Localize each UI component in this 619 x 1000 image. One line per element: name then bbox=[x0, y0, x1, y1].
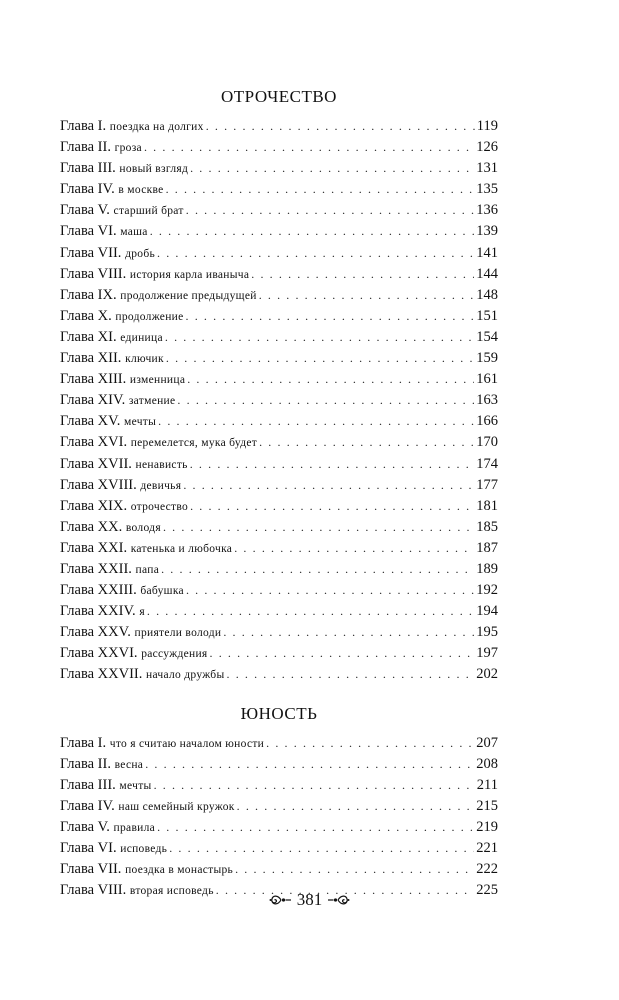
chapter-title: продолжение предыдущей bbox=[120, 289, 257, 302]
chapter-number: Глава V. bbox=[60, 202, 110, 219]
fleuron-icon-right bbox=[326, 893, 350, 907]
chapter-title: старший брат bbox=[113, 205, 184, 218]
chapter-number: Глава I. bbox=[60, 734, 107, 751]
toc-entry bbox=[60, 456, 498, 477]
chapter-label bbox=[60, 223, 148, 240]
dot-leader bbox=[259, 288, 475, 303]
chapter-page-number: 187 bbox=[476, 539, 498, 556]
chapter-label bbox=[60, 624, 221, 641]
chapter-title: папа bbox=[135, 563, 160, 576]
chapter-page-number: 151 bbox=[476, 307, 498, 324]
dot-leader bbox=[190, 457, 475, 472]
chapter-label bbox=[60, 371, 185, 388]
dot-leader bbox=[177, 393, 474, 408]
chapter-page-number: 159 bbox=[476, 350, 498, 367]
dot-leader bbox=[166, 182, 475, 197]
dot-leader bbox=[158, 414, 474, 429]
dot-leader bbox=[144, 140, 474, 155]
chapter-page-number: 136 bbox=[476, 202, 498, 219]
chapter-label bbox=[60, 245, 155, 262]
chapter-number: Глава III. bbox=[60, 776, 116, 793]
chapter-title: дробь bbox=[125, 247, 156, 260]
chapter-page-number: 119 bbox=[476, 118, 498, 134]
chapter-number: Глава VI. bbox=[60, 223, 117, 240]
chapter-title: отрочество bbox=[130, 500, 189, 513]
chapter-label bbox=[60, 540, 232, 557]
chapter-label bbox=[60, 350, 164, 367]
section-title-otrochestvo: ОТРОЧЕСТВО bbox=[221, 87, 337, 106]
toc-entry bbox=[60, 329, 498, 350]
chapter-number: Глава IV. bbox=[60, 181, 115, 198]
section-title-yunost: ЮНОСТЬ bbox=[240, 703, 318, 723]
chapter-page-number: 177 bbox=[476, 476, 498, 493]
chapter-label bbox=[60, 735, 264, 752]
dot-leader bbox=[259, 435, 474, 450]
chapter-page-number: 181 bbox=[476, 497, 498, 514]
chapter-page-number: 139 bbox=[476, 223, 498, 240]
chapter-label bbox=[60, 645, 208, 662]
dot-leader bbox=[223, 625, 474, 640]
toc-entry bbox=[60, 266, 498, 287]
chapter-number: Глава VIII. bbox=[60, 265, 127, 282]
chapter-page-number: 166 bbox=[476, 413, 498, 430]
chapter-page-number: 174 bbox=[476, 455, 498, 472]
chapter-number: Глава XV. bbox=[60, 413, 121, 430]
dot-leader bbox=[186, 309, 475, 324]
chapter-title: новый взгляд bbox=[119, 163, 189, 176]
dot-leader bbox=[161, 562, 474, 577]
chapter-label bbox=[60, 561, 159, 578]
toc-entry bbox=[60, 540, 498, 561]
chapter-page-number: 135 bbox=[476, 181, 498, 198]
toc-entry bbox=[60, 840, 498, 861]
dot-leader bbox=[206, 119, 475, 134]
toc-entry bbox=[60, 624, 498, 645]
dot-leader bbox=[154, 778, 475, 793]
dot-leader bbox=[266, 736, 474, 751]
dot-leader bbox=[169, 841, 474, 856]
chapter-number: Глава II. bbox=[60, 755, 111, 772]
toc-list-yunost bbox=[60, 735, 498, 904]
chapter-title: маша bbox=[120, 226, 148, 239]
chapter-title: володя bbox=[125, 521, 161, 534]
chapter-title: вторая исповедь bbox=[129, 885, 214, 898]
toc-entry bbox=[60, 118, 498, 139]
chapter-label bbox=[60, 160, 188, 177]
chapter-page-number: 195 bbox=[476, 624, 498, 641]
chapter-page-number: 170 bbox=[476, 434, 498, 451]
fleuron-icon-left bbox=[269, 893, 293, 907]
chapter-title: затмение bbox=[128, 395, 176, 408]
dot-leader bbox=[166, 351, 474, 366]
toc-entry bbox=[60, 735, 498, 756]
chapter-page-number: 219 bbox=[476, 818, 498, 835]
chapter-title: начало дружбы bbox=[146, 669, 225, 682]
chapter-number: Глава XXIII. bbox=[60, 582, 137, 599]
chapter-title: правила bbox=[113, 821, 156, 834]
chapter-title: единица bbox=[120, 331, 163, 344]
toc-entry bbox=[60, 561, 498, 582]
toc-entry bbox=[60, 819, 498, 840]
chapter-title: мечты bbox=[119, 779, 152, 792]
chapter-label bbox=[60, 139, 142, 156]
chapter-page-number: 197 bbox=[476, 645, 498, 662]
toc-entry bbox=[60, 756, 498, 777]
dot-leader bbox=[150, 224, 475, 239]
chapter-title: в москве bbox=[118, 184, 164, 197]
chapter-label bbox=[60, 413, 156, 430]
chapter-label bbox=[60, 756, 143, 773]
chapter-page-number: 215 bbox=[476, 797, 498, 814]
chapter-number: Глава XXV. bbox=[60, 624, 131, 641]
toc-entry bbox=[60, 139, 498, 160]
chapter-number: Глава XXVII. bbox=[60, 666, 143, 683]
dot-leader bbox=[183, 478, 474, 493]
chapter-page-number: 222 bbox=[476, 861, 498, 878]
chapter-number: Глава XIII. bbox=[60, 371, 127, 388]
chapter-title: мечты bbox=[124, 416, 157, 429]
toc-entry bbox=[60, 413, 498, 434]
chapter-page-number: 225 bbox=[476, 882, 498, 899]
chapter-label bbox=[60, 666, 225, 683]
chapter-number: Глава III. bbox=[60, 160, 116, 177]
chapter-number: Глава IX. bbox=[60, 286, 117, 303]
toc-entry bbox=[60, 434, 498, 455]
toc-list-otrochestvo bbox=[60, 118, 498, 688]
chapter-number: Глава I. bbox=[60, 118, 107, 134]
chapter-page-number: 221 bbox=[476, 840, 498, 856]
chapter-label bbox=[60, 603, 145, 620]
chapter-label bbox=[60, 798, 235, 815]
chapter-label bbox=[60, 456, 188, 473]
chapter-label bbox=[60, 266, 249, 283]
chapter-label bbox=[60, 582, 184, 599]
chapter-page-number: 202 bbox=[476, 666, 498, 683]
chapter-number: Глава XXVI. bbox=[60, 645, 138, 662]
toc-entry bbox=[60, 498, 498, 519]
dot-leader bbox=[190, 499, 474, 514]
dot-leader bbox=[210, 646, 475, 661]
chapter-page-number: 126 bbox=[476, 139, 498, 156]
dot-leader bbox=[235, 862, 474, 877]
dot-leader bbox=[145, 757, 474, 772]
dot-leader bbox=[237, 799, 475, 814]
dot-leader bbox=[187, 372, 474, 387]
toc-entry bbox=[60, 223, 498, 244]
toc-entry bbox=[60, 582, 498, 603]
toc-entry bbox=[60, 798, 498, 819]
chapter-page-number: 144 bbox=[476, 265, 498, 282]
toc-entry bbox=[60, 350, 498, 371]
chapter-title: перемелется, мука будет bbox=[130, 437, 258, 450]
chapter-number: Глава VIII. bbox=[60, 882, 127, 899]
chapter-number: Глава XI. bbox=[60, 328, 117, 345]
dot-leader bbox=[165, 330, 474, 345]
chapter-title: изменница bbox=[129, 374, 186, 387]
chapter-number: Глава XVIII. bbox=[60, 476, 137, 493]
toc-entry bbox=[60, 603, 498, 624]
chapter-title: катенька и любочка bbox=[130, 542, 233, 555]
chapter-number: Глава XX. bbox=[60, 518, 123, 535]
chapter-page-number: 185 bbox=[476, 518, 498, 535]
chapter-number: Глава XXI. bbox=[60, 539, 128, 556]
chapter-number: Глава II. bbox=[60, 139, 111, 156]
chapter-number: Глава XIX. bbox=[60, 497, 128, 514]
chapter-label bbox=[60, 392, 175, 409]
dot-leader bbox=[186, 203, 475, 218]
dot-leader bbox=[163, 520, 474, 535]
chapter-number: Глава V. bbox=[60, 818, 110, 835]
chapter-title: приятели володи bbox=[134, 627, 222, 640]
chapter-label bbox=[60, 498, 188, 515]
chapter-title: ключик bbox=[125, 353, 164, 366]
chapter-title: история карла иваныча bbox=[129, 268, 250, 281]
toc-entry bbox=[60, 666, 498, 687]
dot-leader bbox=[186, 583, 474, 598]
chapter-label bbox=[60, 840, 167, 857]
chapter-page-number: 161 bbox=[476, 371, 498, 388]
chapter-title: продолжение bbox=[115, 310, 184, 323]
chapter-label bbox=[60, 181, 164, 198]
dot-leader bbox=[227, 667, 475, 682]
chapter-title: исповедь bbox=[120, 843, 168, 855]
chapter-label bbox=[60, 777, 152, 794]
chapter-number: Глава VI. bbox=[60, 840, 117, 856]
chapter-label bbox=[60, 519, 161, 536]
chapter-label bbox=[60, 434, 257, 451]
chapter-number: Глава XVI. bbox=[60, 434, 128, 451]
chapter-page-number: 148 bbox=[476, 286, 498, 303]
chapter-label bbox=[60, 287, 257, 304]
chapter-title: поездка в монастырь bbox=[125, 864, 234, 877]
chapter-title: гроза bbox=[114, 142, 142, 155]
dot-leader bbox=[157, 246, 474, 261]
chapter-title: весна bbox=[114, 758, 144, 771]
toc-entry bbox=[60, 160, 498, 181]
chapter-title: что я считаю началом юности bbox=[109, 737, 265, 750]
chapter-label bbox=[60, 329, 163, 346]
chapter-page-number: 207 bbox=[476, 734, 498, 751]
toc-entry bbox=[60, 202, 498, 223]
chapter-number: Глава XIV. bbox=[60, 392, 126, 409]
chapter-label bbox=[60, 308, 184, 325]
chapter-number: Глава VII. bbox=[60, 244, 122, 261]
chapter-number: Глава VII. bbox=[60, 861, 122, 878]
chapter-label bbox=[60, 861, 233, 878]
chapter-label bbox=[60, 477, 181, 494]
chapter-label bbox=[60, 118, 204, 135]
toc-entry bbox=[60, 519, 498, 540]
toc-entry bbox=[60, 181, 498, 202]
chapter-title: девичья bbox=[140, 479, 182, 492]
chapter-number: Глава IV. bbox=[60, 797, 115, 814]
chapter-label bbox=[60, 819, 155, 836]
chapter-page-number: 154 bbox=[476, 328, 498, 345]
toc-entry bbox=[60, 245, 498, 266]
chapter-title: рассуждения bbox=[141, 648, 208, 661]
chapter-number: Глава XVII. bbox=[60, 455, 132, 472]
chapter-page-number: 208 bbox=[476, 755, 498, 772]
chapter-title: ненависть bbox=[135, 458, 188, 471]
chapter-page-number: 141 bbox=[476, 244, 498, 261]
chapter-number: Глава X. bbox=[60, 307, 112, 324]
toc-entry bbox=[60, 392, 498, 413]
dot-leader bbox=[157, 820, 474, 835]
chapter-page-number: 189 bbox=[476, 560, 498, 577]
dot-leader bbox=[234, 541, 474, 556]
toc-entry bbox=[60, 645, 498, 666]
toc-entry bbox=[60, 371, 498, 392]
chapter-title: наш семейный кружок bbox=[118, 800, 235, 813]
chapter-number: Глава XXIV. bbox=[60, 603, 136, 620]
chapter-title: бабушка bbox=[140, 585, 184, 598]
chapter-page-number: 211 bbox=[476, 776, 498, 793]
chapter-page-number: 163 bbox=[476, 392, 498, 409]
chapter-title: я bbox=[139, 606, 145, 619]
toc-entry bbox=[60, 287, 498, 308]
chapter-page-number: 131 bbox=[476, 160, 498, 177]
toc-entry bbox=[60, 477, 498, 498]
page-number: 381 bbox=[296, 890, 323, 909]
chapter-number: Глава XII. bbox=[60, 350, 122, 367]
toc-entry bbox=[60, 308, 498, 329]
dot-leader bbox=[190, 161, 474, 176]
chapter-number: Глава XXII. bbox=[60, 560, 132, 577]
table-of-contents-page bbox=[60, 0, 498, 1000]
chapter-label bbox=[60, 202, 184, 219]
dot-leader bbox=[251, 267, 474, 282]
toc-entry bbox=[60, 861, 498, 882]
dot-leader bbox=[147, 604, 474, 619]
chapter-title: поездка на долгих bbox=[109, 121, 204, 133]
chapter-page-number: 194 bbox=[476, 603, 498, 620]
page-footer bbox=[0, 890, 619, 910]
chapter-page-number: 192 bbox=[476, 582, 498, 599]
toc-entry bbox=[60, 777, 498, 798]
